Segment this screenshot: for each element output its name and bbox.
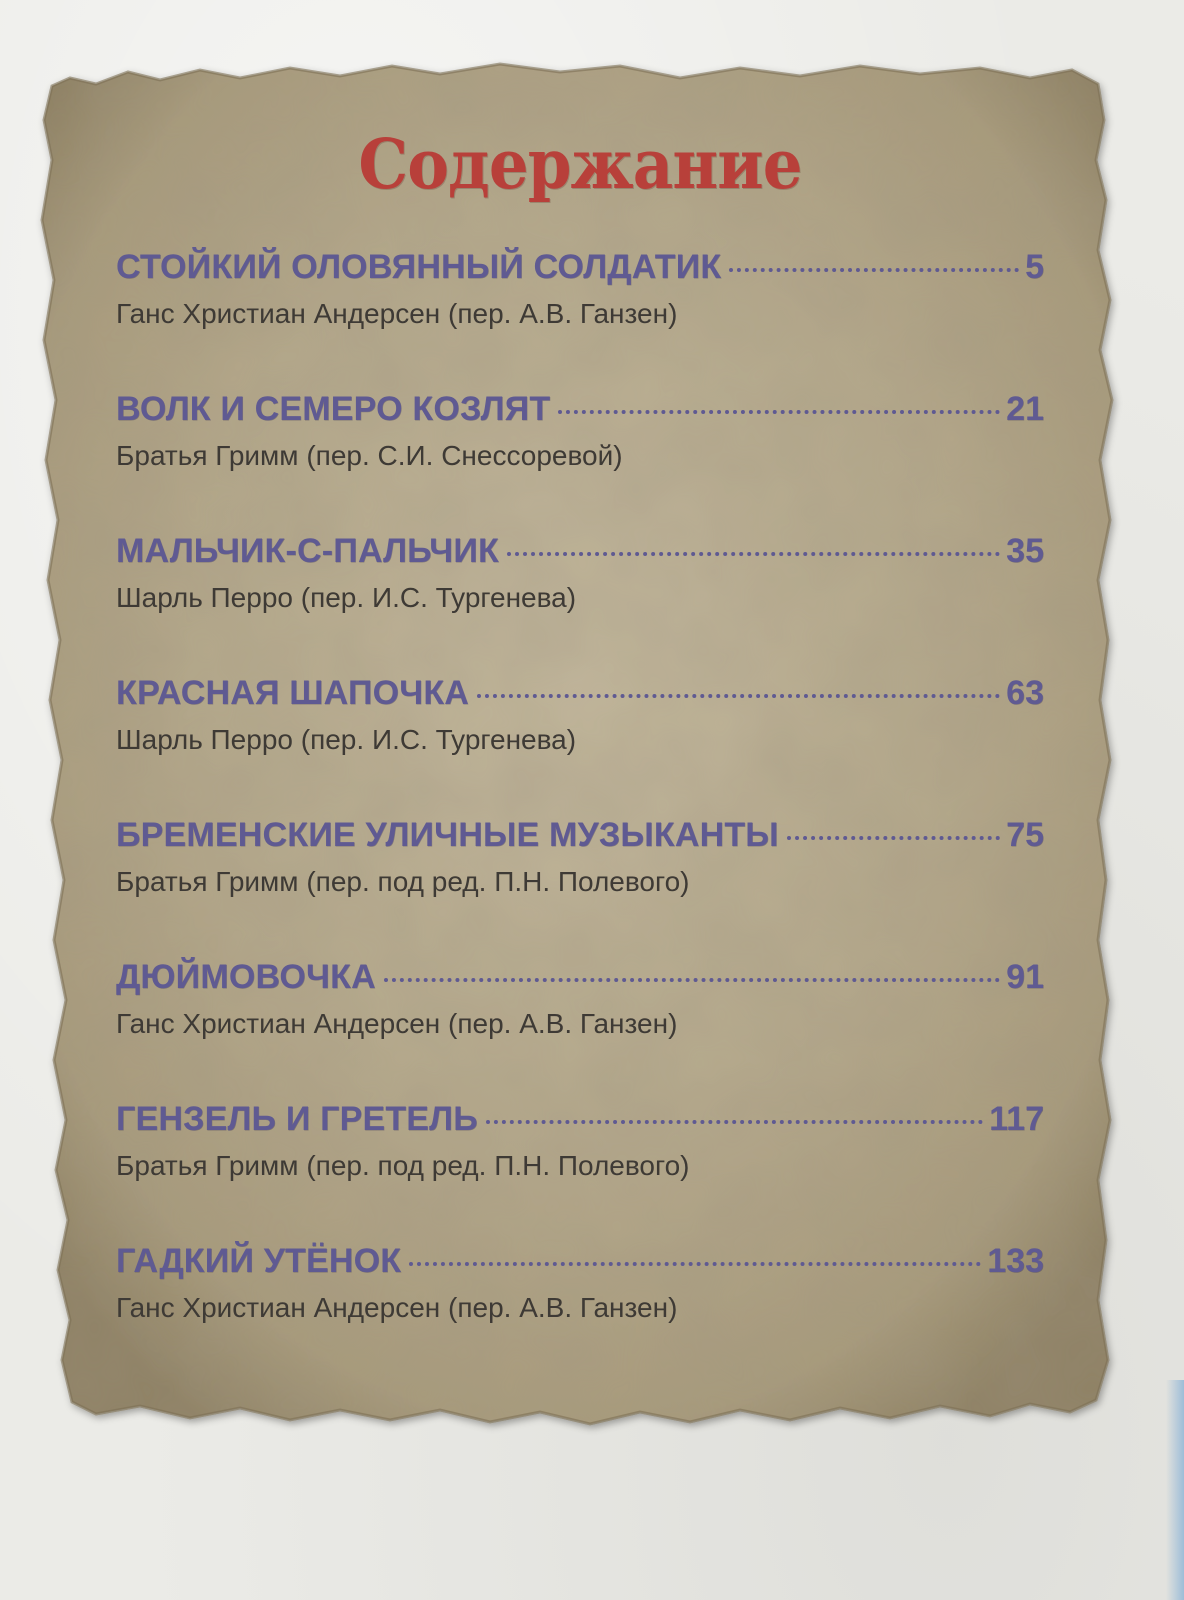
toc-entry-title: ГЕНЗЕЛЬ И ГРЕТЕЛЬ (116, 1100, 478, 1138)
toc-entry-page: 5 (1025, 248, 1044, 286)
toc-entry-page: 75 (1006, 816, 1044, 854)
toc-entry-page: 63 (1006, 674, 1044, 712)
toc-entry-7[interactable] (116, 1100, 1044, 1210)
toc-entry-line (116, 674, 1044, 720)
toc-entry-title: БРЕМЕНСКИЕ УЛИЧНЫЕ МУЗЫКАНТЫ (116, 816, 779, 854)
toc-entry-line (116, 1242, 1044, 1288)
dot-leader (729, 268, 1019, 272)
toc-entry-5[interactable] (116, 816, 1044, 926)
toc-entry-line (116, 1100, 1044, 1146)
toc-entry-title: ГАДКИЙ УТЁНОК (116, 1242, 402, 1280)
toc-entry-author: Ганс Христиан Андерсен (пер. А.В. Ганзен) (116, 1292, 678, 1323)
toc-entry-3[interactable] (116, 532, 1044, 642)
toc-entry-line (116, 532, 1044, 578)
dot-leader (787, 836, 1000, 840)
toc-entry-author: Братья Гримм (пер. под ред. П.Н. Полевого) (116, 1150, 690, 1181)
toc-content (116, 120, 1044, 210)
toc-entry-author: Ганс Христиан Андерсен (пер. А.В. Ганзен) (116, 298, 678, 329)
toc-entry-title: ДЮЙМОВОЧКА (116, 958, 376, 996)
toc-entry-author: Шарль Перро (пер. И.С. Тургенева) (116, 582, 577, 613)
toc-entry-4[interactable] (116, 674, 1044, 784)
dot-leader (409, 1262, 981, 1266)
toc-entry-6[interactable] (116, 958, 1044, 1068)
toc-entry-line (116, 248, 1044, 294)
toc-entry-line (116, 958, 1044, 1004)
toc-entry-author: Братья Гримм (пер. С.И. Снессоревой) (116, 440, 623, 471)
toc-entry-page: 133 (987, 1242, 1044, 1280)
toc-entry-title: СТОЙКИЙ ОЛОВЯННЫЙ СОЛДАТИК (116, 248, 722, 286)
dot-leader (477, 694, 1000, 698)
dot-leader (507, 552, 1000, 556)
toc-entry-page: 117 (989, 1100, 1044, 1138)
toc-entry-8[interactable] (116, 1242, 1044, 1352)
toc-entry-2[interactable] (116, 390, 1044, 500)
toc-entry-author: Ганс Христиан Андерсен (пер. А.В. Ганзен) (116, 1008, 678, 1039)
toc-entry-1[interactable] (116, 248, 1044, 358)
toc-entry-line (116, 816, 1044, 862)
dot-leader (558, 410, 1000, 414)
toc-entry-title: МАЛЬЧИК-С-ПАЛЬЧИК (116, 532, 499, 570)
toc-entry-page: 21 (1006, 390, 1044, 428)
dot-leader (384, 978, 1000, 982)
toc-entry-page: 91 (1006, 958, 1044, 996)
toc-entry-title: ВОЛК И СЕМЕРО КОЗЛЯТ (116, 390, 551, 428)
toc-entry-author: Братья Гримм (пер. под ред. П.Н. Полевого) (116, 866, 690, 897)
toc-entry-title: КРАСНАЯ ШАПОЧКА (116, 674, 470, 712)
toc-entry-page: 35 (1006, 532, 1044, 570)
toc-entry-author: Шарль Перро (пер. И.С. Тургенева) (116, 724, 577, 755)
toc-entry-line (116, 390, 1044, 436)
dot-leader (486, 1120, 983, 1124)
page-title: Содержание (358, 125, 802, 205)
